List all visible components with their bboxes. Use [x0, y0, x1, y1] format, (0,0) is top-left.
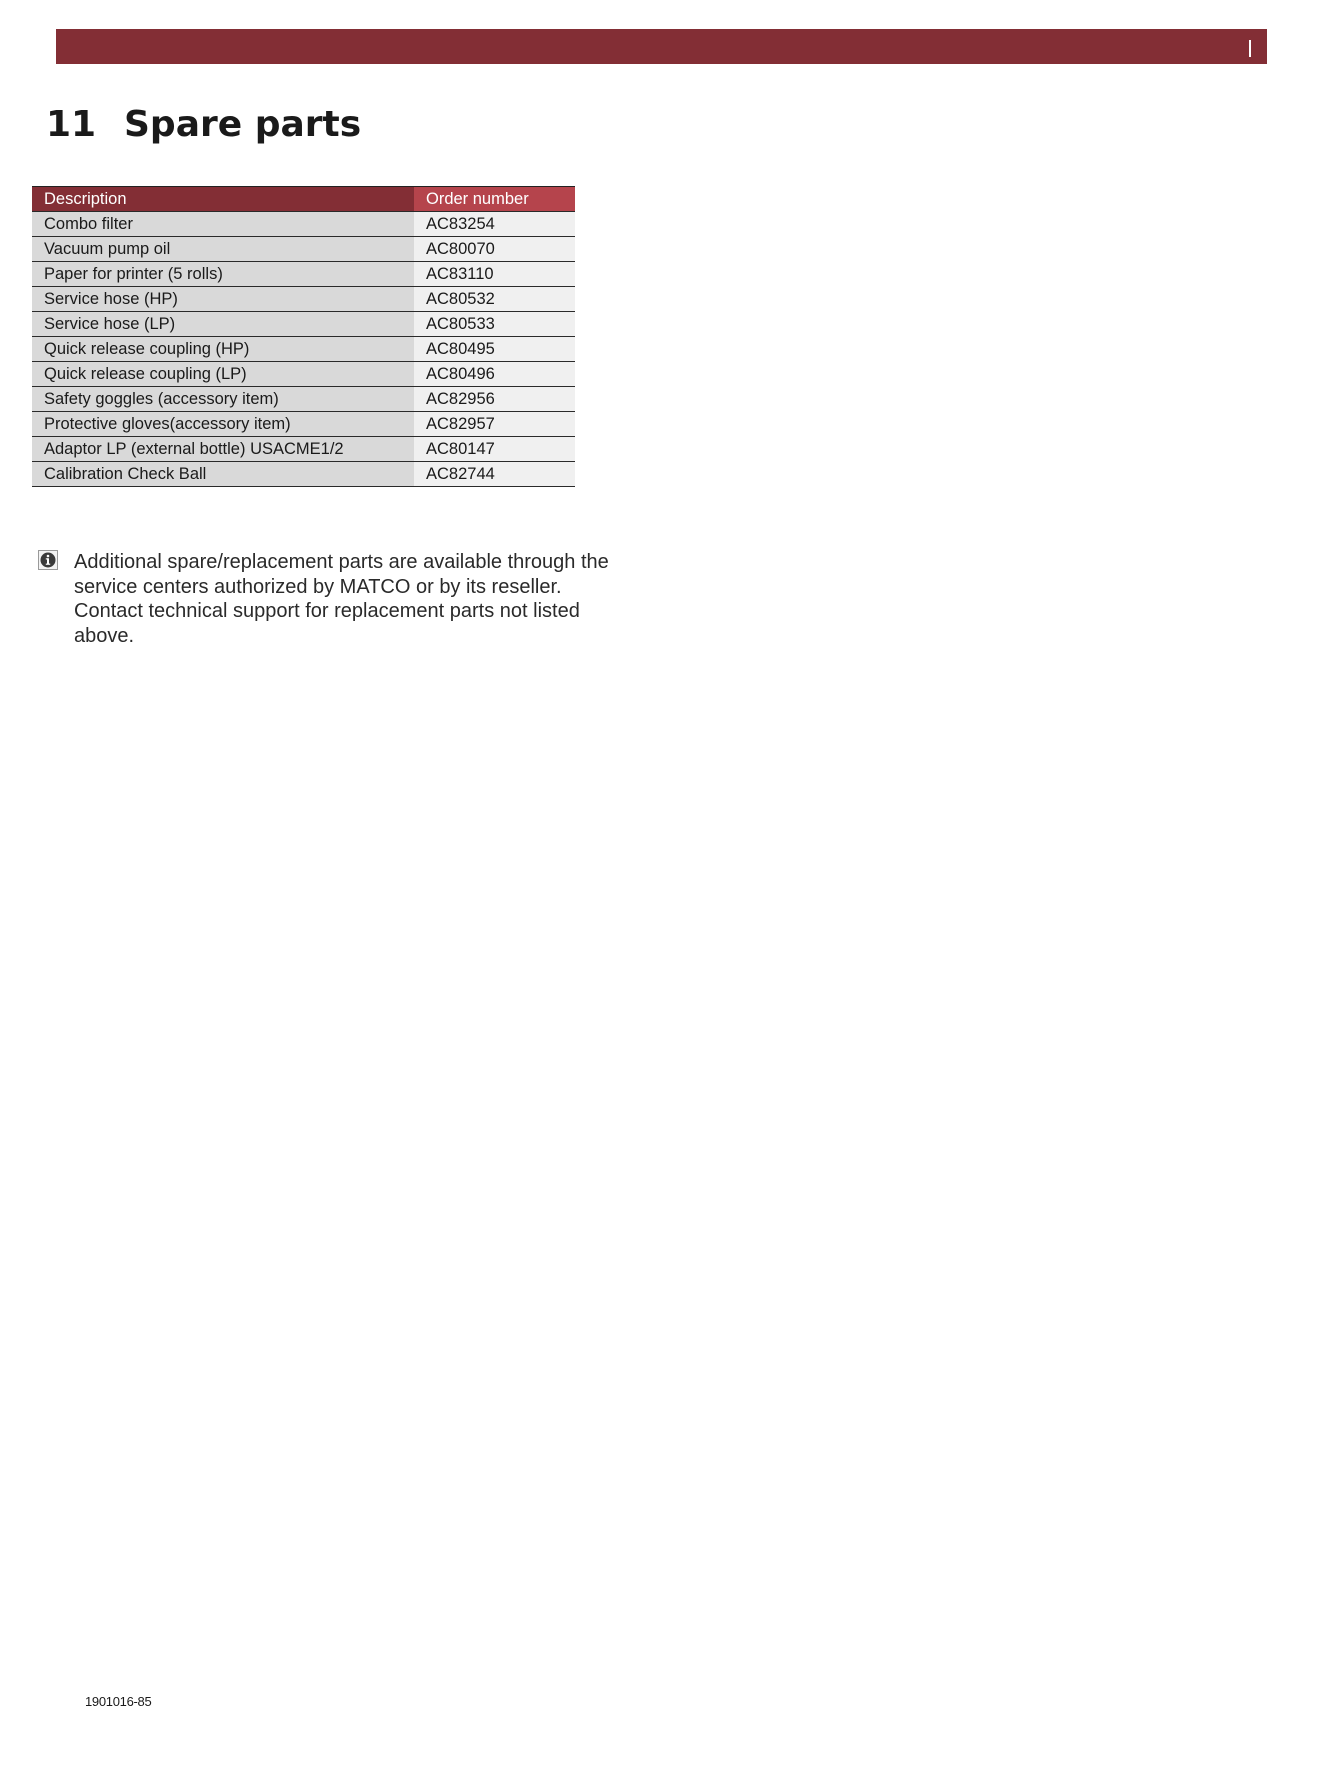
- part-order-number: AC80532: [414, 287, 575, 312]
- part-order-number: AC82744: [414, 462, 575, 487]
- table-body: [32, 212, 575, 487]
- part-description: Paper for printer (5 rolls): [32, 262, 414, 287]
- part-description: Service hose (HP): [32, 287, 414, 312]
- part-description: Safety goggles (accessory item): [32, 387, 414, 412]
- info-icon: [38, 550, 58, 570]
- table-row: [32, 337, 575, 362]
- table-row: [32, 437, 575, 462]
- part-order-number: AC83254: [414, 212, 575, 237]
- part-order-number: AC80496: [414, 362, 575, 387]
- section-title: Spare parts: [124, 104, 362, 145]
- table-row: [32, 287, 575, 312]
- part-description: Combo filter: [32, 212, 414, 237]
- table-row: [32, 362, 575, 387]
- part-description: Service hose (LP): [32, 312, 414, 337]
- column-header-description: Description: [32, 187, 414, 212]
- part-order-number: AC80495: [414, 337, 575, 362]
- part-description: Vacuum pump oil: [32, 237, 414, 262]
- spare-parts-table: [32, 186, 575, 487]
- column-header-order-number: Order number: [414, 187, 575, 212]
- table-row: [32, 412, 575, 437]
- part-description: Adaptor LP (external bottle) USACME1/2: [32, 437, 414, 462]
- part-description: Quick release coupling (LP): [32, 362, 414, 387]
- info-note-text: Additional spare/replacement parts are available through the service centers authorized by MATCO or by its reseller. Contact technical support for replacement parts not listed above.: [74, 551, 609, 647]
- header-bar: [56, 29, 1267, 64]
- table-row: [32, 387, 575, 412]
- table-row: [32, 262, 575, 287]
- part-description: Calibration Check Ball: [32, 462, 414, 487]
- part-order-number: AC83110: [414, 262, 575, 287]
- table-row: [32, 237, 575, 262]
- section-heading: [46, 104, 361, 145]
- part-order-number: AC80147: [414, 437, 575, 462]
- document-code: 1901016-85: [85, 1694, 152, 1709]
- table-header-row: [32, 187, 575, 212]
- table-row: [32, 462, 575, 487]
- table-row: [32, 212, 575, 237]
- part-order-number: AC82956: [414, 387, 575, 412]
- part-description: Protective gloves(accessory item): [32, 412, 414, 437]
- part-description: Quick release coupling (HP): [32, 337, 414, 362]
- table-row: [32, 312, 575, 337]
- section-number: 11: [46, 104, 97, 145]
- part-order-number: AC80070: [414, 237, 575, 262]
- part-order-number: AC80533: [414, 312, 575, 337]
- part-order-number: AC82957: [414, 412, 575, 437]
- header-divider: [1249, 40, 1251, 57]
